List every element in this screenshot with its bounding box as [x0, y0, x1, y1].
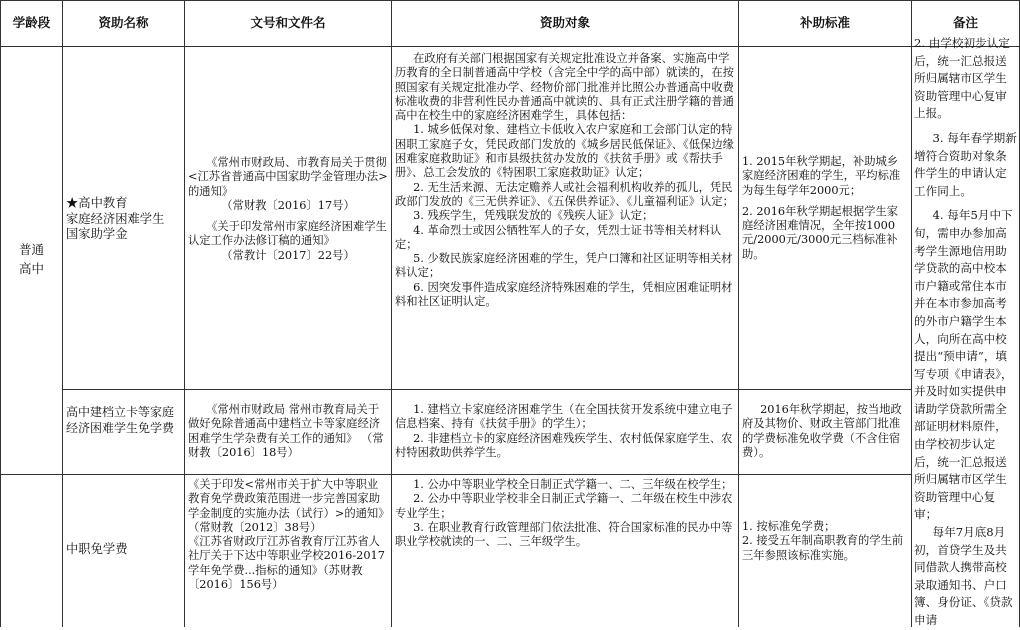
stage-gaozhong: 普通 高中 — [18, 242, 44, 276]
grid-line — [0, 46, 1020, 47]
header-note: 备注 — [952, 15, 978, 31]
row3-target-item: 3. 在职业教育行政管理部门依法批准、符合国家标准的民办中等职业学校就读的一、二、三年级学生。 — [395, 520, 733, 549]
row2-target-item: 2. 非建档立卡的家庭经济困难残疾学生、农村低保家庭学生、农村特困救助供养学生。 — [395, 431, 733, 459]
row3-doc1: 《关于印发<常州市关于扩大中等职业教育免学费政策范围进一步完善国家助学金制度的实施办法（试行）>的通知》（常财教〔2012〕38号） — [188, 478, 384, 534]
grid-line — [62, 389, 911, 390]
row1-doc1-number: （常财教〔2016〕17号） — [221, 198, 355, 212]
grid-line — [738, 0, 739, 627]
row2-target — [395, 403, 735, 460]
grid-line — [62, 0, 63, 627]
grid-line — [184, 0, 185, 627]
row1-target-item: 6. 因突发事件造成家庭经济特殊困难的学生，凭相应困难证明材料和社区证明认定。 — [395, 280, 733, 309]
row2-standard: 2016年秋学期起，按当地政府及其物价、财政主管部门批准的学费标准免收学费（不含住宿费）。 — [742, 403, 902, 459]
row1-doc1: 《常州市财政局、市教育局关于贯彻<江苏省普通高中国家助学金管理办法>的通知》 — [188, 156, 388, 198]
row1-standard-item: 1. 2015年秋学期起，补助城乡家庭经济困难的学生，平均标准为每生每学年2000元； — [742, 155, 901, 197]
row1-documents — [188, 156, 388, 263]
row3-aid-name: 中职免学费 — [66, 542, 128, 556]
row1-target-item: 2. 无生活来源、无法定赡养人或社会福利机构收养的孤儿，凭民政部门发放的《三无供养证》、《五保供养证》、《儿童福利证》认定； — [395, 180, 734, 208]
row3-target-item: 1. 公办中等职业学校全日制正式学籍一、二、三年级在校学生； — [413, 478, 733, 491]
row3-doc2: 《江苏省财政厅江苏省教育厅江苏省人社厅关于下达中等职业学校2016-2017学年免学费...指标的通知》（苏财教〔2016〕156号） — [188, 535, 385, 592]
row3-standard — [742, 520, 908, 563]
row1-target — [395, 52, 735, 388]
row3-standard-item: 1. 按标准免学费； — [742, 520, 836, 533]
row1-target-item: 3. 残疾学生，凭残联发放的《残疾人证》认定； — [413, 209, 654, 223]
grid-line — [0, 474, 911, 475]
row3-standard-item: 2. 接受五年制高职教育的学生前三年参照该标准实施。 — [742, 534, 904, 562]
header-aid-name: 资助名称 — [98, 15, 149, 31]
row3-target-item: 2. 公办中等职业学校非全日制正式学籍一、二年级在校生中涉农专业学生； — [395, 492, 733, 520]
note-column — [914, 36, 1017, 627]
row1-target-item: 1. 城乡低保对象、建档立卡低收入农户家庭和工会部门认定的特困职工家庭子女，凭民政部门发放的《城乡居民低保证》、《低保边缘困难家庭救助证》和市县级扶贫办发放的《扶贫手册》或《帮扶手册》、总工会发放的《特困职工家庭救助证》认定； — [395, 123, 734, 180]
row1-standard-item: 2. 2016年秋学期起根据学生家庭经济困难情况，全年按1000元/2000元/3000元三档标准补助。 — [742, 204, 899, 261]
header-standard: 补助标准 — [799, 15, 850, 31]
row1-aid-name: ★高中教育 家庭经济困难学生 国家助学金 — [66, 196, 165, 241]
row1-doc2-number: （常教计〔2017〕22号） — [221, 248, 355, 262]
grid-line — [0, 0, 1, 627]
row3-target — [395, 478, 735, 549]
header-target: 资助对象 — [539, 15, 590, 31]
note-part-5: 每年7月底8月初，首贷学生及共同借款人携带高校录取通知书、户口簿、身份证、《贷款申请 — [914, 525, 1013, 627]
grid-line — [911, 0, 912, 627]
note-part-3: 3. 每年春学期新增符合资助对象条件学生的申请认定工作同上。 — [914, 130, 1017, 198]
note-part-4: 4. 每年5月中下旬，需申办参加高考学生源地信用助学贷款的高中校本市户籍或常住本市并在本市参加高考的外市户籍学生本人，向所在高中校提出“预申请”，填写专项《申请表》，并及时如实提供申请助学贷款所需全部证明材料原件，由学校初步认定后，统一汇总报送所归属辖市区学生资助管理中心复审； — [914, 208, 1013, 522]
grid-line — [391, 0, 392, 627]
header-stage: 学龄段 — [12, 15, 51, 31]
row2-aid-name: 高中建档立卡等家庭经济困难学生免学费 — [66, 405, 175, 435]
note-part-top: 2. 由学校初步认定后，统一汇总报送所归属辖市区学生资助管理中心复审上报。 — [914, 36, 1010, 121]
header-document: 文号和文件名 — [250, 15, 326, 31]
row1-target-item: 5. 少数民族家庭经济困难的学生，凭户口簿和社区证明等相关材料认定； — [395, 252, 733, 280]
row3-documents — [188, 478, 388, 626]
row1-target-item: 4. 革命烈士或因公牺牲军人的子女，凭烈士证书等相关材料认定； — [395, 223, 722, 251]
row2-document: 《常州市财政局 常州市教育局关于做好免除普通高中建档立卡等家庭经济困难学生学杂费有关工作的通知》 （常财教〔2016〕18号） — [188, 403, 384, 459]
row2-target-item: 1. 建档立卡家庭经济困难学生（在全国扶贫开发系统中建立电子信息档案、持有《扶贫手册》的学生）； — [395, 403, 733, 431]
row1-target-intro: 在政府有关部门根据国家有关规定批准设立并备案、实施高中学历教育的全日制普通高中学校（含完全中学的高中部）就读的，在按照国家有关规定批准办学、经物价部门批准并比照公办普通高中收费标准收费的非营利性民办普通高中就读的、具有正式注册学籍的普通高中在校生中的家庭经济困难学生，具体包括： — [395, 52, 734, 123]
row1-doc2: 《关于印发常州市家庭经济困难学生认定工作办法修订稿的通知》 — [188, 220, 387, 248]
row1-standard — [742, 155, 908, 262]
